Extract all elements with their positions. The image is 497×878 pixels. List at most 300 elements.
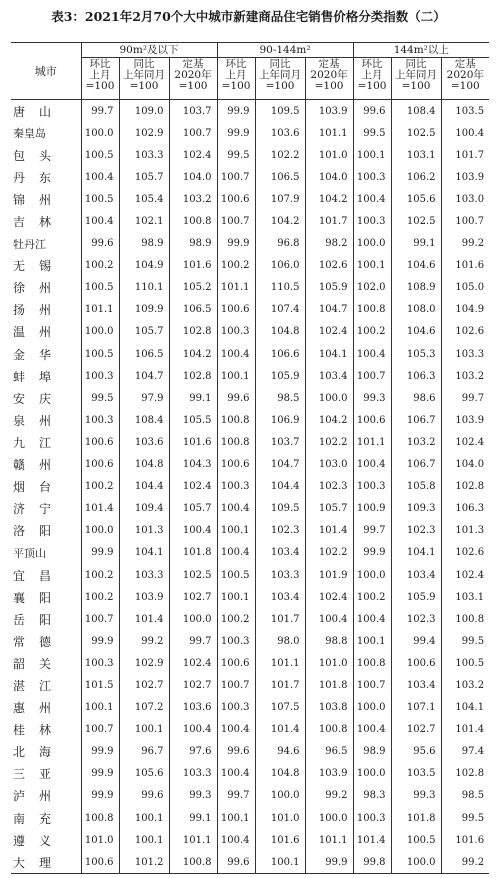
table-row bbox=[11, 586, 489, 608]
index-value: 108.4 bbox=[391, 100, 441, 123]
index-value: 101.6 bbox=[455, 834, 485, 846]
index-value: 102.1 bbox=[119, 210, 169, 232]
index-value: 100.7 bbox=[353, 674, 391, 696]
index-value: 99.7 bbox=[217, 785, 255, 807]
index-value: 101.1 bbox=[305, 122, 353, 144]
index-value: 105.2 bbox=[169, 277, 217, 299]
city-name: 九江 bbox=[11, 431, 81, 453]
index-value: 101.6 bbox=[169, 431, 217, 453]
index-value: 102.4 bbox=[169, 144, 217, 166]
index-value: 101.4 bbox=[119, 608, 169, 630]
city-name: 扬州 bbox=[11, 299, 81, 321]
group-header-small: 90m²及以下 bbox=[81, 43, 217, 58]
index-value: 100.5 bbox=[81, 343, 119, 365]
index-value: 104.7 bbox=[305, 299, 353, 321]
index-value: 104.1 bbox=[391, 542, 441, 564]
index-value: 104.6 bbox=[391, 321, 441, 343]
index-value: 104.9 bbox=[455, 304, 485, 316]
index-value: 104.2 bbox=[255, 210, 305, 232]
index-value: 101.2 bbox=[119, 851, 169, 874]
index-value: 101.1 bbox=[255, 652, 305, 674]
index-value: 103.5 bbox=[391, 763, 441, 785]
subcolumn-header: 同比 上年同月 =100 bbox=[119, 58, 169, 100]
index-value: 105.0 bbox=[455, 282, 485, 294]
index-value: 101.1 bbox=[353, 431, 391, 453]
index-value: 104.8 bbox=[255, 321, 305, 343]
subcolumn-header: 定基 2020年 =100 bbox=[169, 58, 217, 100]
index-value: 100.4 bbox=[217, 719, 255, 741]
city-name: 北海 bbox=[11, 741, 81, 763]
city-name: 湛江 bbox=[11, 674, 81, 696]
index-value: 102.6 bbox=[455, 326, 485, 338]
table-row bbox=[11, 431, 489, 453]
table-row bbox=[11, 476, 489, 498]
index-value: 100.2 bbox=[217, 255, 255, 277]
index-value: 104.7 bbox=[255, 454, 305, 476]
index-value: 106.5 bbox=[119, 343, 169, 365]
index-value: 99.3 bbox=[353, 387, 391, 409]
city-name: 泸州 bbox=[11, 785, 81, 807]
index-value: 101.4 bbox=[81, 498, 119, 520]
index-value: 100.5 bbox=[81, 188, 119, 210]
index-value: 110.5 bbox=[255, 277, 305, 299]
index-value: 102.8 bbox=[169, 321, 217, 343]
index-value: 100.4 bbox=[353, 343, 391, 365]
index-value: 99.6 bbox=[81, 233, 119, 255]
index-value: 106.6 bbox=[255, 343, 305, 365]
index-value: 100.1 bbox=[217, 586, 255, 608]
index-value: 103.8 bbox=[305, 697, 353, 719]
city-name: 无锡 bbox=[11, 255, 81, 277]
index-value: 98.0 bbox=[255, 630, 305, 652]
index-value: 100.7 bbox=[81, 719, 119, 741]
index-value: 105.7 bbox=[119, 166, 169, 188]
index-value: 100.6 bbox=[353, 409, 391, 431]
city-name: 丹东 bbox=[11, 166, 81, 188]
index-value: 106.3 bbox=[391, 365, 441, 387]
index-value: 100.3 bbox=[81, 409, 119, 431]
group-header-medium: 90-144m² bbox=[217, 43, 353, 58]
index-value: 102.9 bbox=[119, 652, 169, 674]
index-value: 103.9 bbox=[455, 414, 485, 426]
index-value: 100.2 bbox=[353, 321, 391, 343]
index-value: 103.7 bbox=[255, 431, 305, 453]
index-value: 104.2 bbox=[169, 343, 217, 365]
index-value: 100.0 bbox=[81, 321, 119, 343]
index-value: 100.7 bbox=[217, 210, 255, 232]
index-value: 101.7 bbox=[305, 210, 353, 232]
index-value: 103.3 bbox=[119, 564, 169, 586]
index-value: 100.2 bbox=[217, 608, 255, 630]
city-name: 三亚 bbox=[11, 763, 81, 785]
price-index-table bbox=[11, 42, 489, 874]
city-name: 济宁 bbox=[11, 498, 81, 520]
index-value: 103.1 bbox=[391, 144, 441, 166]
index-value: 100.8 bbox=[169, 210, 217, 232]
city-name: 徐州 bbox=[11, 277, 81, 299]
index-value: 103.3 bbox=[119, 144, 169, 166]
index-value: 96.5 bbox=[305, 741, 353, 763]
index-value: 100.4 bbox=[217, 343, 255, 365]
index-value: 102.8 bbox=[169, 365, 217, 387]
table-row bbox=[11, 498, 489, 520]
city-name: 唐山 bbox=[11, 100, 81, 123]
index-value: 100.4 bbox=[217, 498, 255, 520]
index-value: 101.9 bbox=[305, 564, 353, 586]
city-name: 泉州 bbox=[11, 409, 81, 431]
index-value: 100.3 bbox=[217, 476, 255, 498]
index-value: 99.2 bbox=[305, 785, 353, 807]
index-value: 99.6 bbox=[217, 851, 255, 874]
index-value: 107.2 bbox=[119, 697, 169, 719]
index-value: 103.7 bbox=[169, 100, 217, 123]
table-row bbox=[11, 807, 489, 829]
index-value: 100.4 bbox=[81, 210, 119, 232]
index-value: 102.2 bbox=[255, 144, 305, 166]
index-value: 99.6 bbox=[217, 387, 255, 409]
subcolumn-header: 同比 上年同月 =100 bbox=[255, 58, 305, 100]
index-value: 100.8 bbox=[305, 719, 353, 741]
index-value: 102.7 bbox=[391, 719, 441, 741]
index-value: 98.5 bbox=[461, 790, 485, 802]
index-value: 102.5 bbox=[391, 210, 441, 232]
index-value: 102.4 bbox=[455, 569, 485, 581]
index-value: 105.8 bbox=[391, 476, 441, 498]
index-value: 99.9 bbox=[81, 542, 119, 564]
index-value: 100.6 bbox=[217, 652, 255, 674]
index-value: 101.1 bbox=[217, 277, 255, 299]
table-row bbox=[11, 255, 489, 277]
index-value: 100.0 bbox=[81, 520, 119, 542]
index-value: 100.6 bbox=[81, 454, 119, 476]
index-value: 105.5 bbox=[169, 409, 217, 431]
index-value: 100.3 bbox=[353, 476, 391, 498]
index-value: 98.8 bbox=[305, 630, 353, 652]
index-value: 99.7 bbox=[461, 392, 485, 404]
index-value: 107.1 bbox=[391, 697, 441, 719]
index-value: 102.5 bbox=[391, 122, 441, 144]
index-value: 102.4 bbox=[305, 586, 353, 608]
index-value: 103.4 bbox=[391, 674, 441, 696]
table-row bbox=[11, 387, 489, 409]
table-row bbox=[11, 652, 489, 674]
index-value: 104.8 bbox=[255, 763, 305, 785]
index-value: 106.3 bbox=[455, 503, 485, 515]
index-value: 103.6 bbox=[169, 697, 217, 719]
index-value: 99.4 bbox=[391, 630, 441, 652]
index-value: 103.3 bbox=[255, 564, 305, 586]
index-value: 102.7 bbox=[169, 586, 217, 608]
index-value: 101.7 bbox=[455, 149, 485, 161]
index-value: 105.6 bbox=[119, 763, 169, 785]
subcolumn-header: 定基 2020年 =100 bbox=[305, 58, 353, 100]
index-value: 107.4 bbox=[255, 299, 305, 321]
index-value: 100.0 bbox=[305, 807, 353, 829]
index-value: 101.1 bbox=[169, 829, 217, 851]
index-value: 106.7 bbox=[391, 409, 441, 431]
subcolumn-header: 环比 上月 =100 bbox=[81, 58, 119, 100]
index-value: 100.4 bbox=[217, 542, 255, 564]
index-value: 100.0 bbox=[353, 233, 391, 255]
index-value: 100.8 bbox=[353, 299, 391, 321]
index-value: 100.8 bbox=[217, 409, 255, 431]
index-value: 100.6 bbox=[217, 299, 255, 321]
index-value: 99.2 bbox=[119, 630, 169, 652]
index-value: 105.7 bbox=[305, 498, 353, 520]
index-value: 103.0 bbox=[455, 193, 485, 205]
index-value: 106.2 bbox=[391, 166, 441, 188]
index-value: 103.5 bbox=[455, 105, 485, 117]
index-value: 104.1 bbox=[305, 343, 353, 365]
index-value: 103.2 bbox=[455, 370, 485, 382]
index-value: 100.2 bbox=[81, 255, 119, 277]
table-row bbox=[11, 564, 489, 586]
index-value: 100.0 bbox=[353, 763, 391, 785]
index-value: 100.2 bbox=[81, 586, 119, 608]
city-name: 包头 bbox=[11, 144, 81, 166]
index-value: 104.0 bbox=[169, 166, 217, 188]
index-value: 99.9 bbox=[217, 122, 255, 144]
index-value: 108.4 bbox=[119, 409, 169, 431]
index-value: 98.9 bbox=[169, 233, 217, 255]
index-value: 100.1 bbox=[81, 697, 119, 719]
table-row bbox=[11, 343, 489, 365]
index-value: 100.4 bbox=[169, 719, 217, 741]
index-value: 102.3 bbox=[305, 476, 353, 498]
index-value: 107.9 bbox=[255, 188, 305, 210]
index-value: 100.3 bbox=[353, 807, 391, 829]
table-row bbox=[11, 785, 489, 807]
table-row bbox=[11, 299, 489, 321]
subcolumn-header: 环比 上月 =100 bbox=[353, 58, 391, 100]
index-value: 101.4 bbox=[455, 724, 485, 736]
index-value: 101.6 bbox=[255, 829, 305, 851]
index-value: 104.6 bbox=[391, 255, 441, 277]
index-value: 102.3 bbox=[255, 520, 305, 542]
index-value: 100.6 bbox=[217, 188, 255, 210]
index-value: 99.9 bbox=[81, 785, 119, 807]
index-value: 99.5 bbox=[461, 635, 485, 647]
subcolumn-header: 定基 2020年 =100 bbox=[441, 58, 489, 100]
index-value: 99.6 bbox=[217, 741, 255, 763]
index-value: 103.4 bbox=[305, 365, 353, 387]
index-value: 99.9 bbox=[305, 851, 353, 874]
table-row bbox=[11, 188, 489, 210]
table-row bbox=[11, 719, 489, 741]
index-value: 101.0 bbox=[255, 807, 305, 829]
index-value: 101.4 bbox=[305, 520, 353, 542]
table-row bbox=[11, 233, 489, 255]
table-row bbox=[11, 674, 489, 696]
city-name: 岳阳 bbox=[11, 608, 81, 630]
index-value: 100.4 bbox=[353, 719, 391, 741]
index-value: 100.0 bbox=[353, 564, 391, 586]
table-row bbox=[11, 608, 489, 630]
index-value: 102.8 bbox=[455, 768, 485, 780]
index-value: 100.5 bbox=[455, 657, 485, 669]
table-row bbox=[11, 166, 489, 188]
index-value: 104.0 bbox=[305, 166, 353, 188]
city-name: 牡丹江 bbox=[11, 233, 81, 255]
index-value: 101.0 bbox=[305, 144, 353, 166]
index-value: 100.1 bbox=[217, 365, 255, 387]
index-value: 95.6 bbox=[391, 741, 441, 763]
table-body bbox=[11, 100, 489, 874]
index-value: 103.9 bbox=[305, 100, 353, 123]
index-value: 99.5 bbox=[353, 122, 391, 144]
index-value: 101.6 bbox=[169, 255, 217, 277]
index-value: 103.2 bbox=[391, 431, 441, 453]
index-value: 99.1 bbox=[169, 387, 217, 409]
index-value: 97.4 bbox=[461, 746, 485, 758]
index-value: 100.7 bbox=[353, 365, 391, 387]
table-row bbox=[11, 697, 489, 719]
index-value: 100.4 bbox=[81, 166, 119, 188]
index-value: 99.7 bbox=[169, 630, 217, 652]
index-value: 100.5 bbox=[81, 144, 119, 166]
index-value: 99.6 bbox=[119, 785, 169, 807]
subcolumn-header-row bbox=[11, 58, 489, 100]
index-value: 99.1 bbox=[169, 807, 217, 829]
index-value: 100.3 bbox=[353, 210, 391, 232]
index-value: 102.4 bbox=[169, 476, 217, 498]
index-value: 100.0 bbox=[305, 387, 353, 409]
group-header-large: 144m²以上 bbox=[353, 43, 489, 58]
city-name: 锦州 bbox=[11, 188, 81, 210]
index-value: 96.8 bbox=[255, 233, 305, 255]
table-row bbox=[11, 542, 489, 564]
table-row bbox=[11, 277, 489, 299]
city-name: 洛阳 bbox=[11, 520, 81, 542]
city-name: 南充 bbox=[11, 807, 81, 829]
index-value: 102.9 bbox=[119, 122, 169, 144]
index-value: 105.3 bbox=[391, 343, 441, 365]
index-value: 102.6 bbox=[455, 547, 485, 559]
index-value: 100.8 bbox=[81, 807, 119, 829]
index-value: 101.0 bbox=[81, 829, 119, 851]
index-value: 100.4 bbox=[305, 608, 353, 630]
index-value: 100.4 bbox=[455, 127, 485, 139]
index-value: 99.3 bbox=[391, 785, 441, 807]
index-value: 102.4 bbox=[169, 652, 217, 674]
index-value: 109.0 bbox=[119, 100, 169, 123]
index-value: 101.5 bbox=[81, 674, 119, 696]
index-value: 102.4 bbox=[455, 436, 485, 448]
index-value: 99.9 bbox=[81, 763, 119, 785]
index-value: 100.7 bbox=[455, 216, 485, 228]
index-value: 101.7 bbox=[255, 608, 305, 630]
table-row bbox=[11, 144, 489, 166]
index-value: 99.8 bbox=[353, 851, 391, 874]
index-value: 103.3 bbox=[169, 763, 217, 785]
index-value: 109.3 bbox=[391, 498, 441, 520]
table-row bbox=[11, 829, 489, 851]
index-value: 103.9 bbox=[119, 586, 169, 608]
index-value: 104.1 bbox=[119, 542, 169, 564]
table-row bbox=[11, 321, 489, 343]
index-value: 100.8 bbox=[169, 851, 217, 874]
index-value: 109.5 bbox=[255, 498, 305, 520]
index-value: 102.3 bbox=[391, 520, 441, 542]
index-value: 99.2 bbox=[461, 238, 485, 250]
index-value: 105.6 bbox=[391, 188, 441, 210]
index-value: 99.9 bbox=[353, 542, 391, 564]
city-name: 大理 bbox=[11, 851, 81, 874]
index-value: 104.2 bbox=[305, 409, 353, 431]
index-value: 102.3 bbox=[391, 608, 441, 630]
index-value: 100.5 bbox=[217, 564, 255, 586]
index-value: 97.6 bbox=[169, 741, 217, 763]
index-value: 100.3 bbox=[81, 365, 119, 387]
index-value: 100.5 bbox=[391, 829, 441, 851]
index-value: 100.0 bbox=[353, 697, 391, 719]
index-value: 105.7 bbox=[169, 498, 217, 520]
index-value: 99.9 bbox=[81, 741, 119, 763]
index-value: 98.3 bbox=[353, 785, 391, 807]
city-name: 平顶山 bbox=[11, 542, 81, 564]
index-value: 100.6 bbox=[81, 431, 119, 453]
index-value: 96.7 bbox=[119, 741, 169, 763]
index-value: 100.3 bbox=[81, 652, 119, 674]
index-value: 100.4 bbox=[217, 763, 255, 785]
table-row bbox=[11, 409, 489, 431]
index-value: 106.7 bbox=[391, 454, 441, 476]
index-value: 102.7 bbox=[169, 674, 217, 696]
index-value: 103.6 bbox=[119, 431, 169, 453]
index-value: 100.7 bbox=[217, 674, 255, 696]
index-value: 100.0 bbox=[169, 608, 217, 630]
index-value: 100.4 bbox=[353, 454, 391, 476]
index-value: 100.1 bbox=[217, 807, 255, 829]
index-value: 99.7 bbox=[81, 100, 119, 123]
index-value: 109.9 bbox=[119, 299, 169, 321]
index-value: 104.8 bbox=[119, 454, 169, 476]
index-value: 102.5 bbox=[169, 564, 217, 586]
index-value: 106.0 bbox=[255, 255, 305, 277]
index-value: 99.9 bbox=[81, 630, 119, 652]
table-row bbox=[11, 630, 489, 652]
index-value: 100.0 bbox=[255, 785, 305, 807]
index-value: 109.4 bbox=[119, 498, 169, 520]
index-value: 101.8 bbox=[169, 542, 217, 564]
index-value: 100.2 bbox=[353, 586, 391, 608]
index-value: 106.5 bbox=[169, 299, 217, 321]
index-value: 101.3 bbox=[119, 520, 169, 542]
index-value: 98.5 bbox=[255, 387, 305, 409]
index-value: 100.1 bbox=[217, 520, 255, 542]
index-value: 100.1 bbox=[353, 255, 391, 277]
city-header: 城市 bbox=[11, 43, 81, 100]
table-row bbox=[11, 851, 489, 874]
index-value: 103.9 bbox=[455, 171, 485, 183]
table-row bbox=[11, 210, 489, 232]
index-value: 103.0 bbox=[305, 454, 353, 476]
index-value: 100.6 bbox=[81, 851, 119, 874]
index-value: 99.9 bbox=[217, 100, 255, 123]
index-value: 101.1 bbox=[81, 299, 119, 321]
table-row bbox=[11, 100, 489, 123]
index-value: 104.3 bbox=[169, 454, 217, 476]
index-value: 101.8 bbox=[391, 807, 441, 829]
index-value: 102.2 bbox=[305, 542, 353, 564]
index-value: 97.9 bbox=[119, 387, 169, 409]
index-value: 108.9 bbox=[391, 277, 441, 299]
index-value: 104.0 bbox=[455, 459, 485, 471]
index-value: 99.5 bbox=[81, 387, 119, 409]
index-value: 101.7 bbox=[255, 674, 305, 696]
index-value: 100.6 bbox=[217, 454, 255, 476]
index-value: 100.7 bbox=[81, 608, 119, 630]
